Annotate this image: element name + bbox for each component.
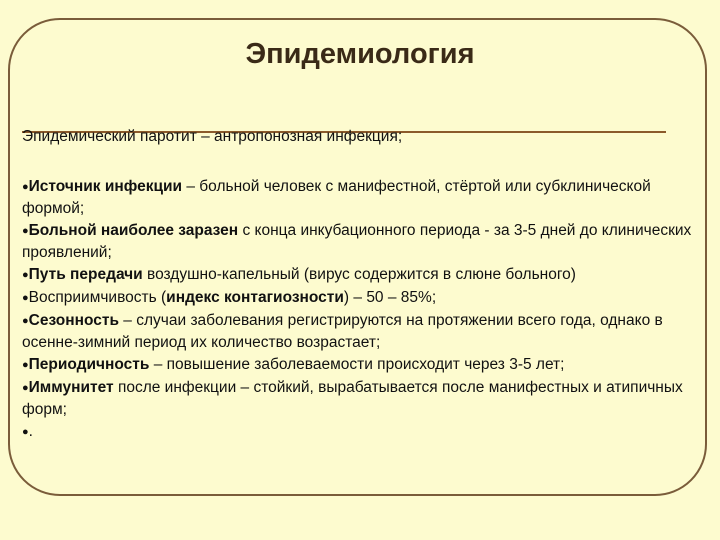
- bullet-item-empty: ●.: [22, 423, 33, 440]
- bullet-icon: ●: [22, 315, 29, 327]
- bullet-list: [22, 176, 692, 444]
- bullet-item-periodicity: ●Периодичность – повышение заболеваемости происходит через 3-5 лет;: [22, 356, 565, 373]
- bullet-icon: ●: [22, 225, 29, 237]
- bullet-item-susceptibility: ●Восприимчивость (индекс контагиозности) – 50 – 85%;: [22, 289, 437, 306]
- bullet-item-immunity: ●Иммунитет после инфекции – стойкий, вырабатывается после манифестных и атипичных форм;: [22, 379, 683, 418]
- bullet-icon: ●: [22, 292, 29, 304]
- slide-subtitle: Эпидемический паротит – антропонозная инфекция;: [22, 128, 403, 145]
- bullet-icon: ●: [22, 269, 29, 281]
- bullet-item-contagious: ●Больной наиболее заразен с конца инкубационного периода - за 3-5 дней до клинических проявлений;: [22, 222, 692, 261]
- bullet-icon: ●: [22, 382, 29, 394]
- bullet-icon: ●: [22, 426, 29, 438]
- slide-title: Эпидемиология: [245, 38, 475, 70]
- bullet-item-transmission: ●Путь передачи воздушно-капельный (вирус содержится в слюне больного): [22, 266, 576, 283]
- bullet-item-seasonality: ●Сезонность – случаи заболевания регистрируются на протяжении всего года, однако в осенне-зимний период их количество возрастает;: [22, 312, 663, 351]
- bullet-item-source: ●Источник инфекции – больной человек с манифестной, стёртой или субклинической формой;: [22, 178, 651, 217]
- bullet-icon: ●: [22, 359, 29, 371]
- bullet-icon: ●: [22, 181, 29, 193]
